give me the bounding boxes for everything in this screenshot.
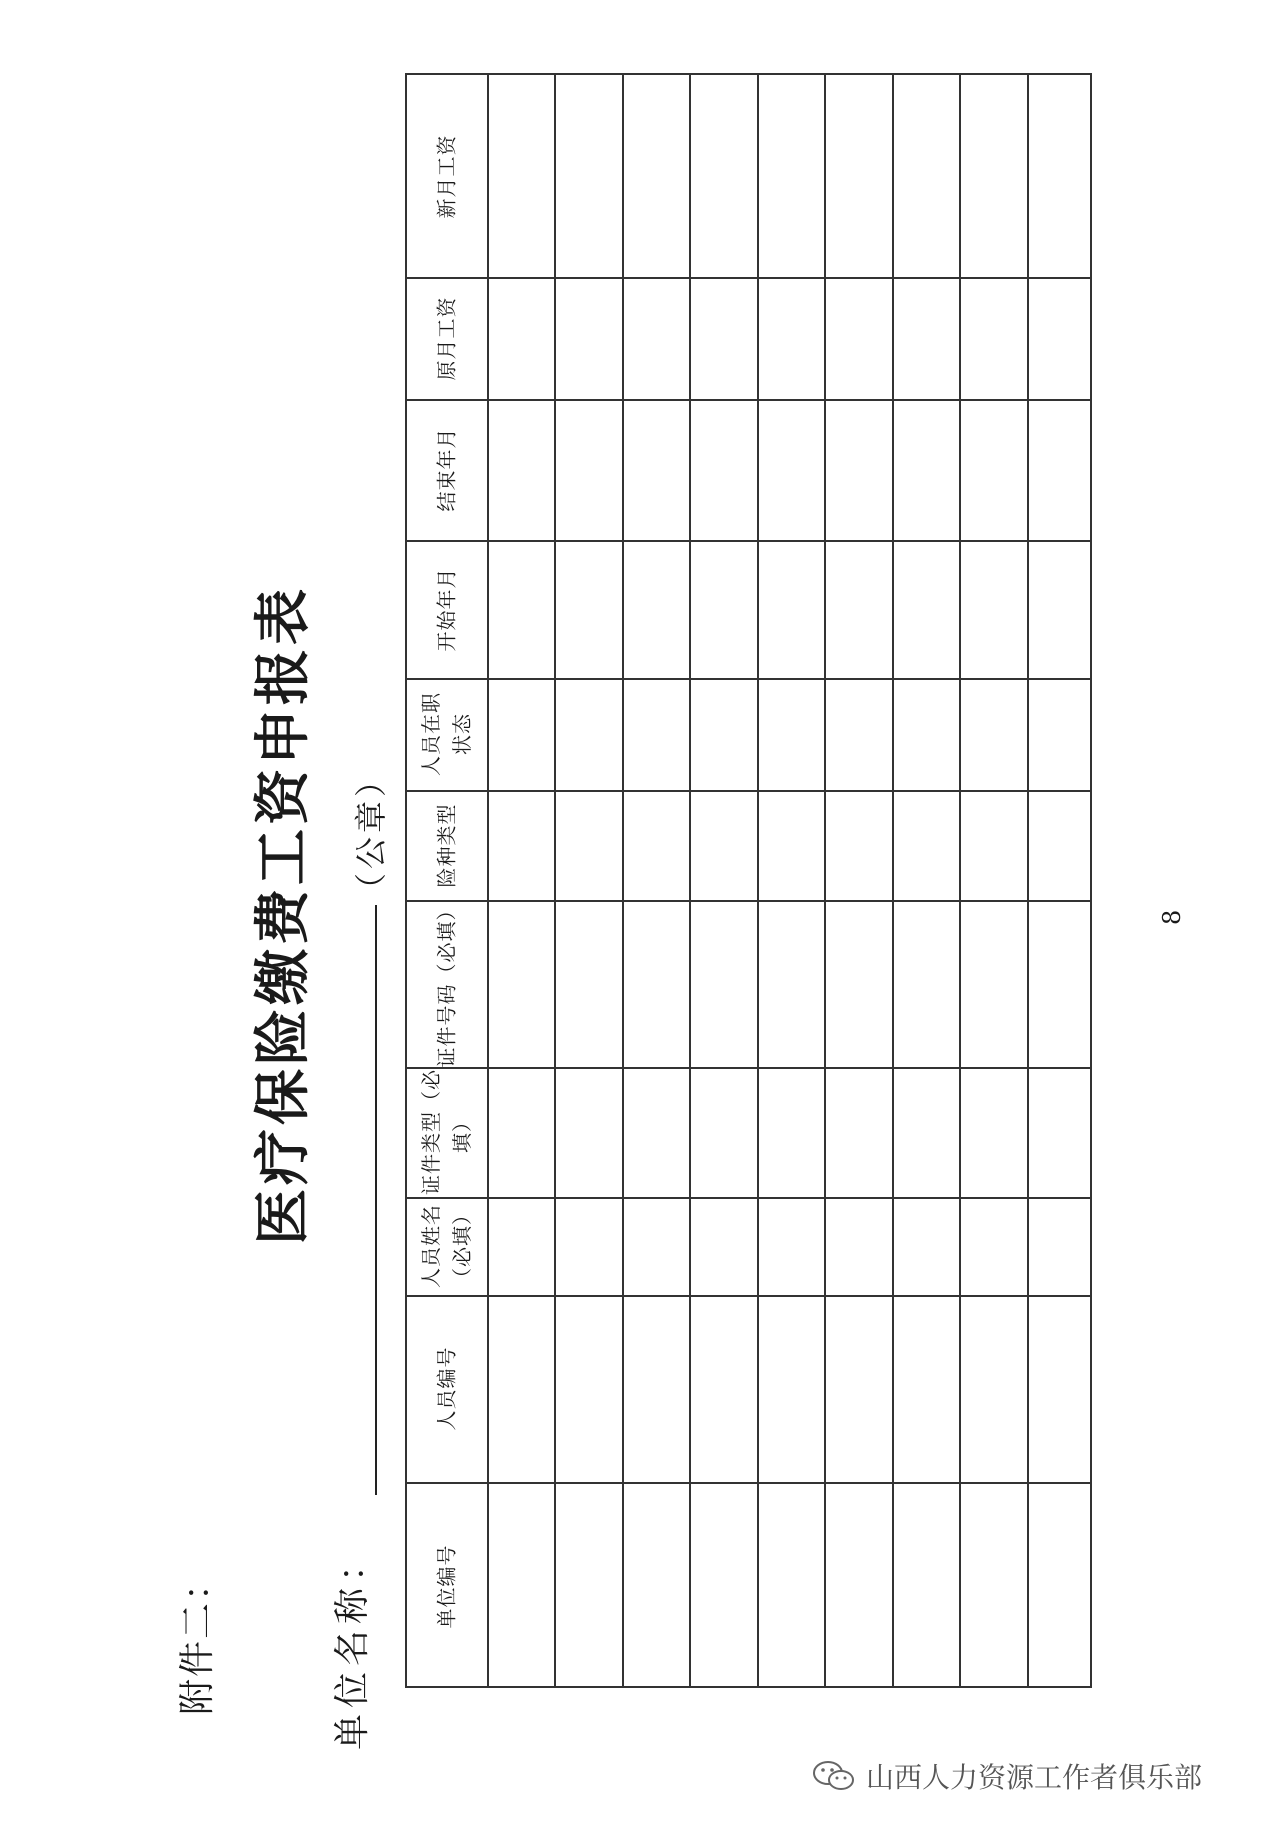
header-id-number: 证件号码（必填） (434, 899, 459, 1068)
row-divider (757, 75, 759, 1686)
wage-declaration-table (405, 73, 1092, 1688)
header-employment-status: 人员在职 状态 (419, 692, 474, 776)
unit-name-label: 单位名称： (332, 1539, 373, 1750)
row-divider (1027, 75, 1029, 1686)
header-original-wage: 原月工资 (434, 296, 459, 380)
column-divider (407, 790, 1090, 792)
form-title: 医疗保险缴费工资申报表 (250, 585, 316, 1245)
column-divider (407, 1067, 1090, 1069)
seal-note: （公章） (352, 760, 390, 905)
row-divider (959, 75, 961, 1686)
watermark-text: 山西人力资源工作者俱乐部 (866, 1761, 1203, 1794)
header-separator (487, 75, 489, 1686)
column-divider (407, 1197, 1090, 1199)
column-divider (407, 1482, 1090, 1484)
header-person-id: 人员编号 (434, 1346, 459, 1431)
column-divider (407, 277, 1090, 279)
header-new-wage: 新月工资 (434, 134, 459, 218)
wechat-icon (812, 1760, 856, 1792)
page-number: 8 (1158, 909, 1186, 925)
row-divider (622, 75, 624, 1686)
column-divider (407, 900, 1090, 902)
watermark (812, 1756, 1202, 1796)
header-person-name: 人员姓名 （必填） (419, 1204, 474, 1288)
column-divider (407, 540, 1090, 542)
header-insurance-type: 险种类型 (434, 803, 459, 887)
header-end-month: 结束年月 (434, 427, 459, 512)
row-divider (689, 75, 691, 1686)
header-id-type: 证件类型（必 填） (419, 1069, 474, 1195)
column-divider (407, 399, 1090, 401)
header-start-month: 开始年月 (434, 567, 459, 651)
header-unit-id: 单位编号 (434, 1544, 459, 1628)
column-divider (407, 678, 1090, 680)
column-divider (407, 1295, 1090, 1297)
row-divider (892, 75, 894, 1686)
annex-label: 附件二： (177, 1562, 218, 1715)
unit-name-fill-line (375, 905, 377, 1495)
row-divider (824, 75, 826, 1686)
row-divider (554, 75, 556, 1686)
